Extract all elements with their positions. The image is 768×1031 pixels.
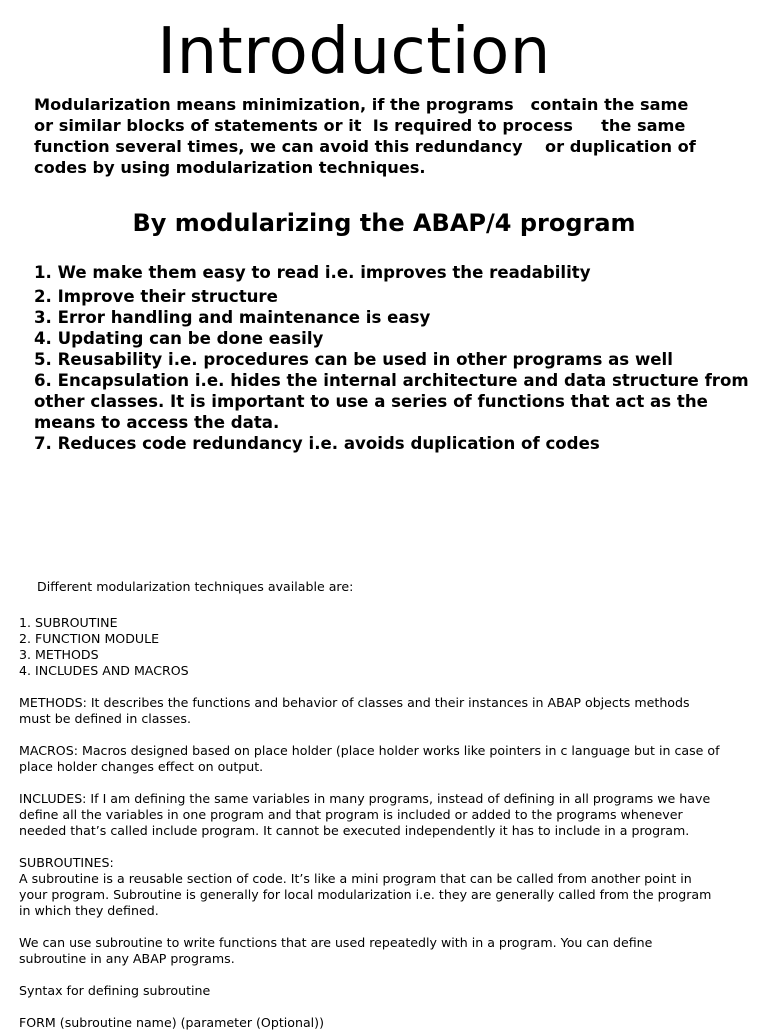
benefits-list bbox=[34, 262, 759, 454]
methods-paragraph: METHODS: It describes the functions and behavior of classes and their instances in ABAP objects methods must be defined in classes. bbox=[19, 695, 690, 726]
benefit-item: 7. Reduces code redundancy i.e. avoids duplication of codes bbox=[34, 434, 600, 453]
techniques-list bbox=[19, 615, 189, 679]
benefit-item: 5. Reusability i.e. procedures can be used in other programs as well bbox=[34, 350, 673, 369]
subroutines-paragraph: SUBROUTINES: A subroutine is a reusable section of code. It’s like a mini program that can be called from another point in your program. Subroutine is generally for local modularization i.e. they are generally called from the program in which they defined. bbox=[19, 855, 712, 918]
macros-paragraph: MACROS: Macros designed based on place holder (place holder works like pointers in c language but in case of place holder changes effect on output. bbox=[19, 743, 720, 774]
benefit-item: 2. Improve their structure bbox=[34, 287, 278, 306]
intro-paragraph: Modularization means minimization, if the programs contain the same or similar blocks of statements or it Is required to process the same function several times, we can avoid this redundancy or duplication of codes by using modularization techniques. bbox=[34, 95, 696, 177]
technique-item: 2. FUNCTION MODULE bbox=[19, 631, 160, 646]
syntax-heading: Syntax for defining subroutine bbox=[19, 983, 211, 998]
subroutine-usage-paragraph: We can use subroutine to write functions that are used repeatedly with in a program. You can define subroutine in any ABAP programs. bbox=[19, 935, 653, 966]
technique-item: 3. METHODS bbox=[19, 647, 99, 662]
benefit-item: 6. Encapsulation i.e. hides the internal architecture and data structure from other classes. It is important to use a series of functions that act as the means to access the data. bbox=[34, 371, 749, 432]
techniques-lead: Different modularization techniques available are: bbox=[37, 579, 354, 594]
benefit-item: 1. We make them easy to read i.e. improves the readability bbox=[34, 263, 591, 282]
section-heading: By modularizing the ABAP/4 program bbox=[132, 209, 636, 237]
page-title: Introduction bbox=[157, 15, 551, 89]
syntax-line: FORM (subroutine name) (parameter (Optional)) bbox=[19, 1015, 325, 1030]
benefit-item: 4. Updating can be done easily bbox=[34, 329, 324, 348]
includes-paragraph: INCLUDES: If I am defining the same variables in many programs, instead of defining in all programs we have define all the variables in one program and that program is included or added to the programs whenever needed that’s called include program. It cannot be executed independently it has to include in a program. bbox=[19, 791, 711, 838]
benefit-item: 3. Error handling and maintenance is easy bbox=[34, 308, 431, 327]
technique-item: 1. SUBROUTINE bbox=[19, 615, 118, 630]
technique-item: 4. INCLUDES AND MACROS bbox=[19, 663, 189, 678]
